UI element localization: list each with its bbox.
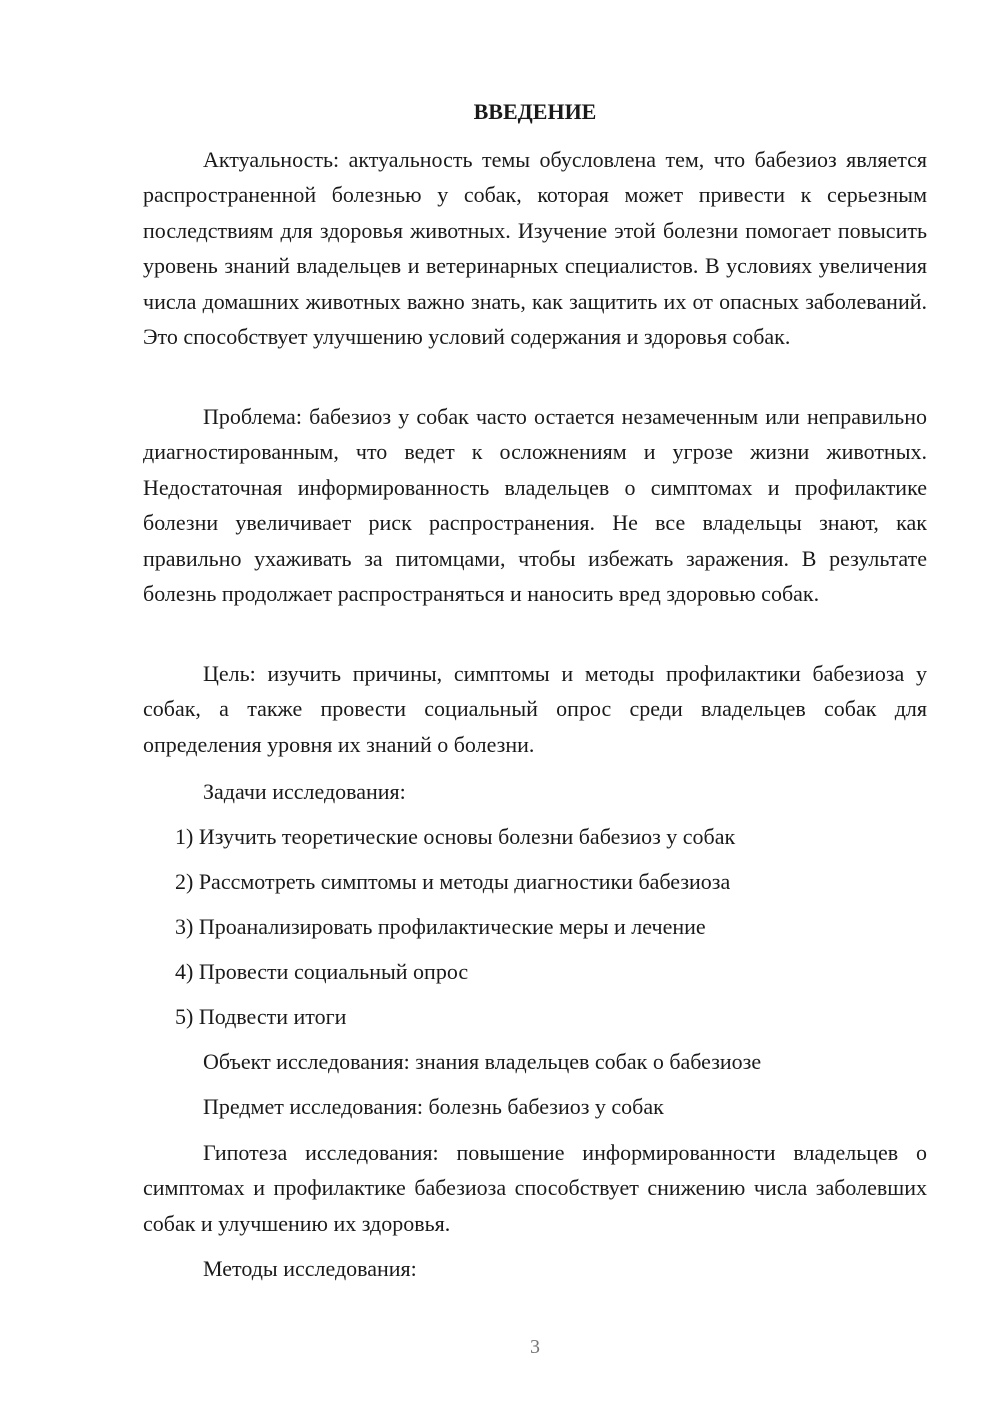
task-item: 4) Провести социальный опрос: [175, 959, 469, 984]
task-item: 3) Проанализировать профилактические меры и лечение: [175, 914, 706, 939]
tasks-heading: Задачи исследования:: [203, 779, 406, 804]
task-item: 2) Рассмотреть симптомы и методы диагностики бабезиоза: [175, 869, 731, 894]
hypothesis-paragraph: Гипотеза исследования: повышение информированности владельцев о симптомах и профилактике бабезиоза способствует снижению числа заболевших собак и улучшению их здоровья.: [143, 1140, 927, 1236]
task-item: 1) Изучить теоретические основы болезни бабезиоз у собак: [175, 824, 736, 849]
section-title: ВВЕДЕНИЕ: [473, 99, 597, 124]
object-line: Объект исследования: знания владельцев собак о бабезиозе: [203, 1049, 762, 1074]
subject-line: Предмет исследования: болезнь бабезиоз у собак: [203, 1094, 664, 1119]
relevance-paragraph: Актуальность: актуальность темы обусловлена тем, что бабезиоз является распространенной болезнью у собак, которая может привести к серьезным последствиям для здоровья животных. Изучение этой болезни помогает повысить уровень знаний владельцев и ветеринарных специалистов. В условиях увеличения числа домашних животных важно знать, как защитить их от опасных заболеваний. Это способствует улучшению условий содержания и здоровья собак.: [143, 147, 927, 350]
methods-heading: Методы исследования:: [203, 1256, 417, 1281]
goal-paragraph: Цель: изучить причины, симптомы и методы профилактики бабезиоза у собак, а также провести социальный опрос среди владельцев собак для определения уровня их знаний о болезни.: [143, 661, 927, 757]
page-number: 3: [530, 1336, 540, 1358]
task-item: 5) Подвести итоги: [175, 1004, 347, 1029]
problem-paragraph: Проблема: бабезиоз у собак часто остается незамеченным или неправильно диагностированным, что ведет к осложнениям и угрозе жизни животных. Недостаточная информированность владельцев о симптомах и профилактике болезни увеличивает риск распространения. Не все владельцы знают, как правильно ухаживать за питомцами, чтобы избежать заражения. В результате болезнь продолжает распространяться и наносить вред здоровью собак.: [143, 404, 927, 607]
